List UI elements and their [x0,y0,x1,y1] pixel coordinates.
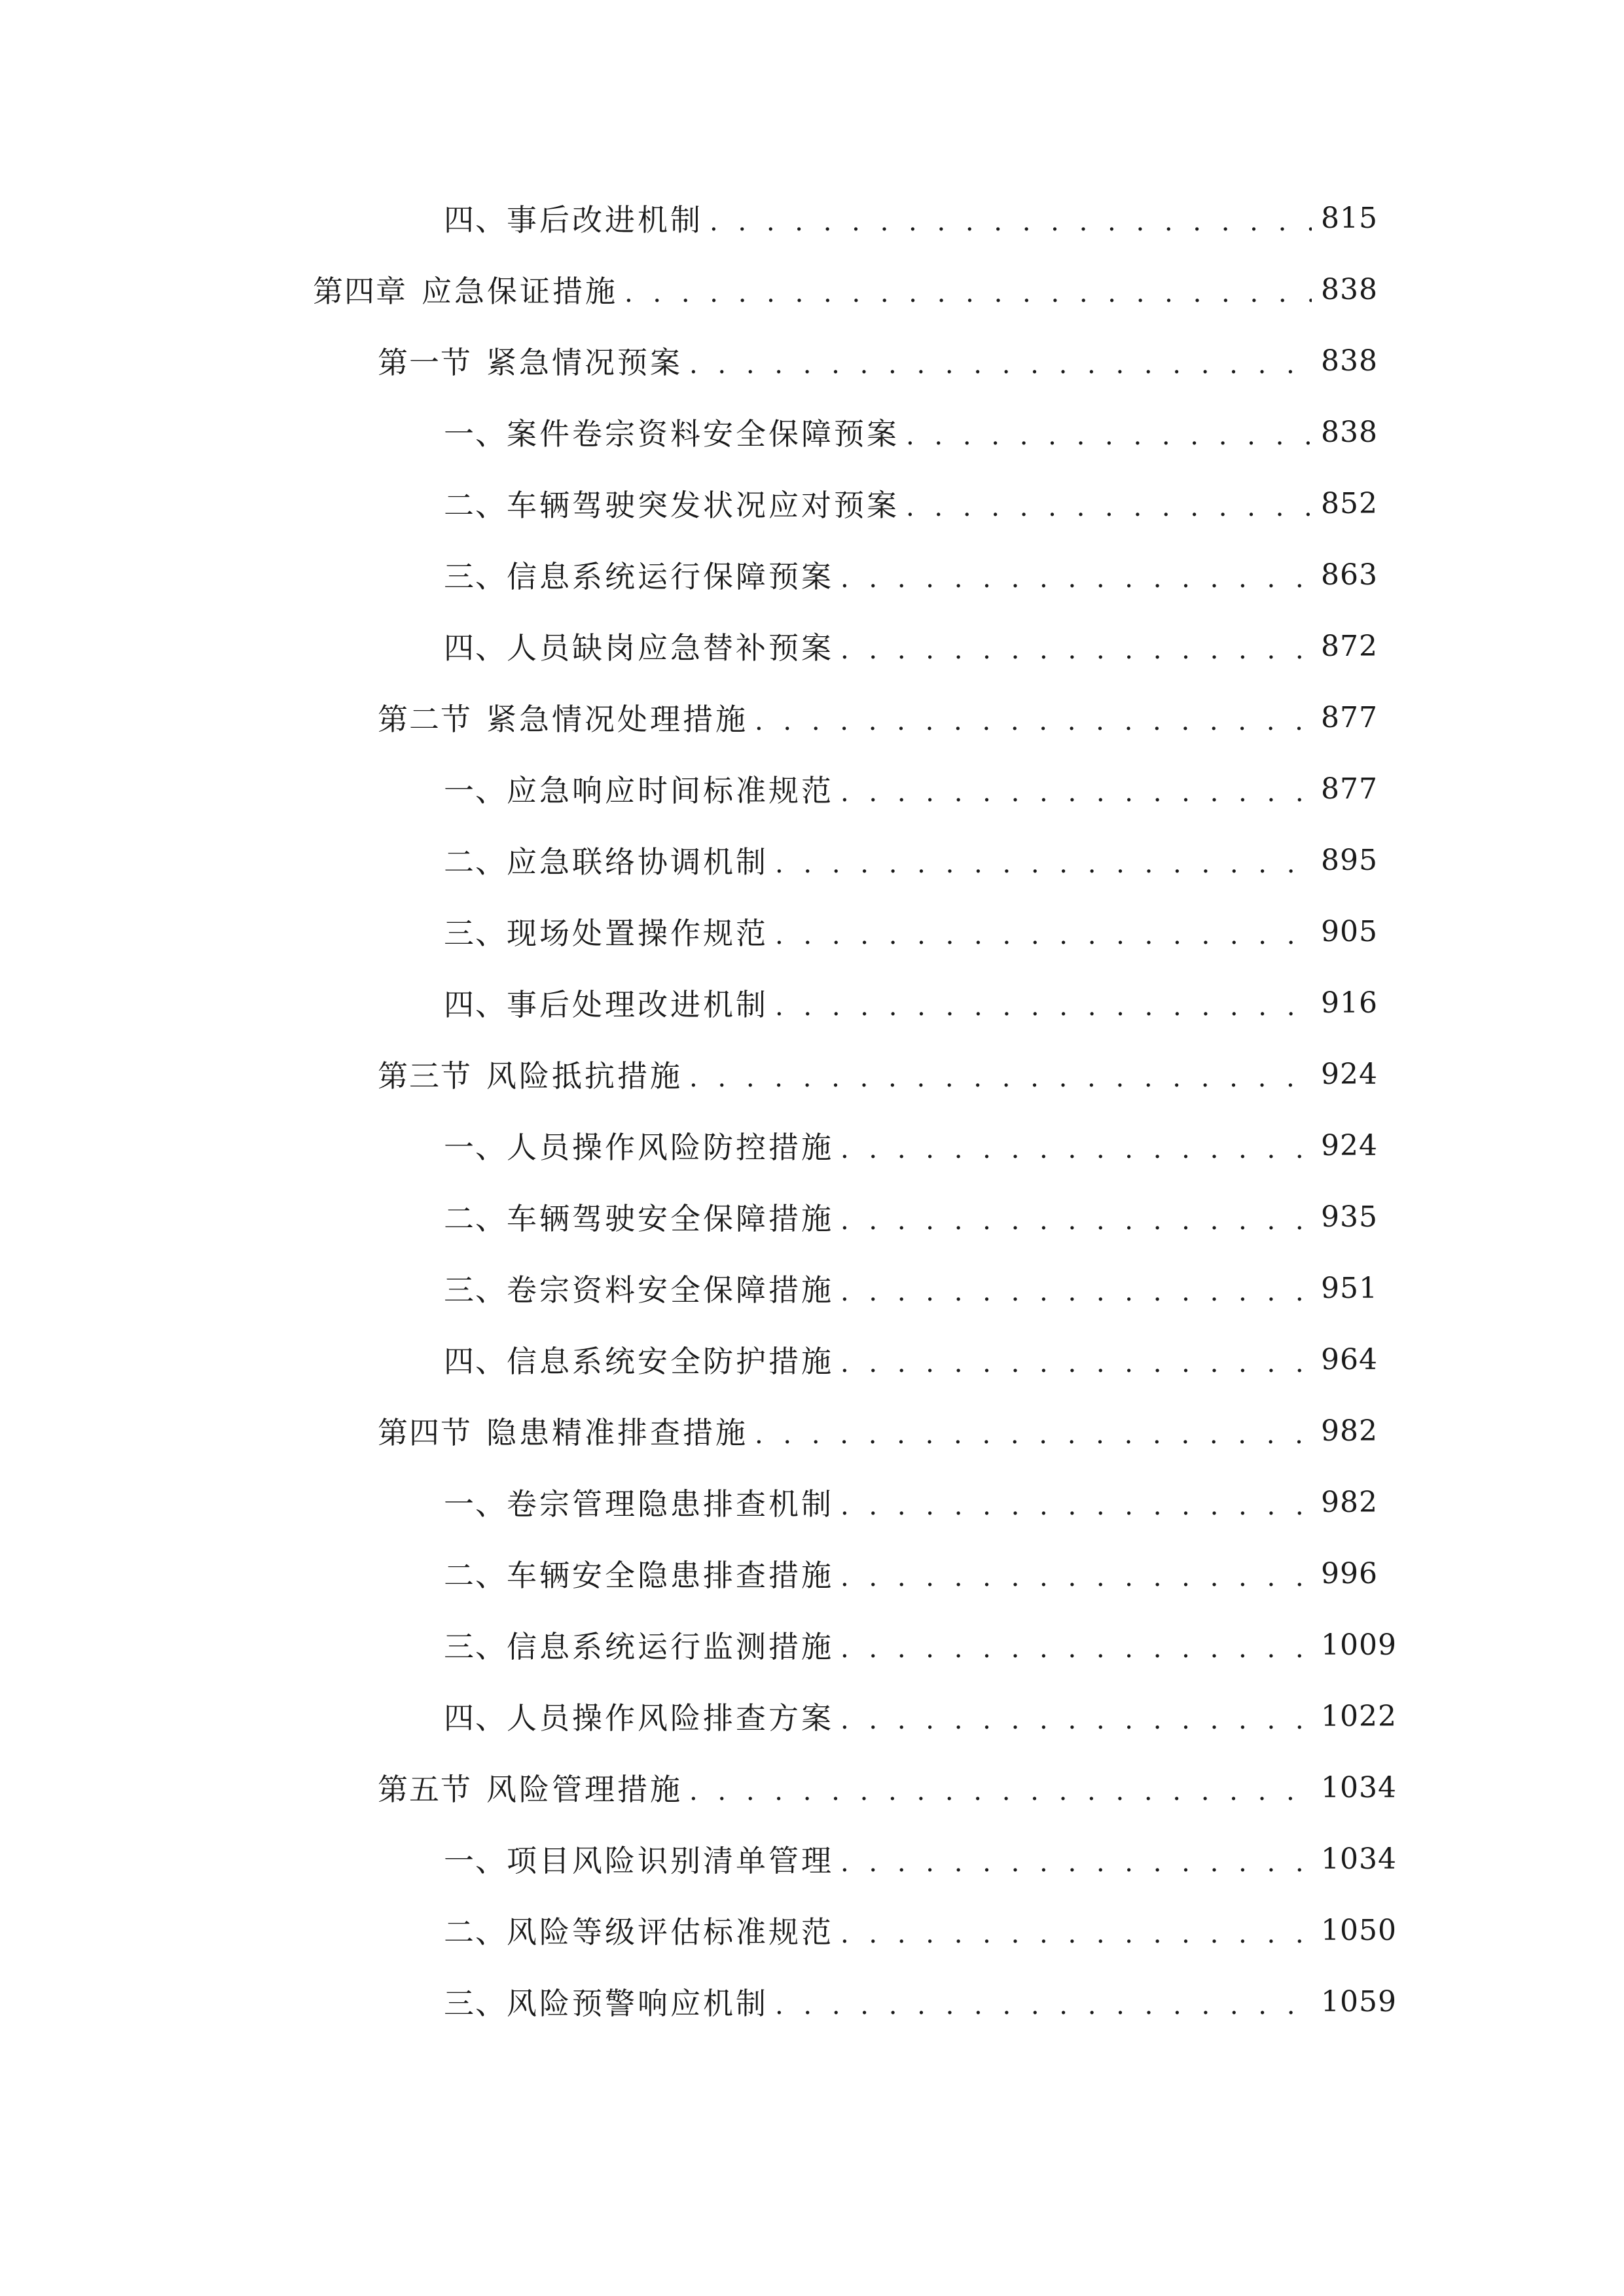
entry-title: 事后改进机制 [507,202,703,238]
entry-title: 卷宗管理隐患排查机制 [507,1486,834,1522]
entry-title: 风险管理措施 [486,1772,683,1807]
entry-number: 一、 [444,1843,507,1878]
entry-title: 紧急情况处理措施 [486,702,748,737]
entry-title: 信息系统运行监测措施 [507,1629,834,1664]
entry-number: 三、 [444,1272,507,1308]
entry-number: 二、 [444,488,507,523]
entry-page-number: 877 [1321,700,1378,734]
toc-entry[interactable] [444,905,1378,958]
entry-title: 应急响应时间标准规范 [507,773,834,808]
dot-leader [840,1277,1312,1307]
entry-page-number: 838 [1321,415,1378,449]
entry-page-number: 852 [1321,486,1378,520]
toc-entry[interactable] [444,548,1378,601]
entry-page-number: 1022 [1321,1699,1397,1733]
entry-number: 四、 [444,1344,507,1379]
entry-page-number: 924 [1321,1128,1378,1162]
entry-number: 第四节 [378,1415,472,1450]
entry-page-number: 905 [1321,914,1378,948]
entry-title: 应急保证措施 [422,274,618,309]
dot-leader [624,278,1312,308]
dot-leader [840,1562,1312,1592]
entry-title: 车辆安全隐患排查措施 [507,1558,834,1593]
entry-number: 一、 [444,773,507,808]
entry-number: 第四章 [313,274,407,309]
entry-title: 风险预警响应机制 [507,1986,768,2021]
entry-number: 三、 [444,916,507,951]
toc-entry[interactable] [444,1690,1397,1742]
entry-number: 第五节 [378,1772,472,1807]
entry-title: 项目风险识别清单管理 [507,1843,834,1878]
toc-entry[interactable] [444,1619,1397,1671]
entry-number: 三、 [444,1629,507,1664]
entry-number: 四、 [444,987,507,1022]
dot-leader [840,1634,1312,1664]
dot-leader [906,421,1312,451]
entry-page-number: 1059 [1321,1984,1397,2018]
entry-number: 一、 [444,416,507,452]
toc-entry[interactable] [378,1405,1378,1457]
entry-number: 第二节 [378,702,472,737]
toc-entry[interactable] [378,334,1378,387]
dot-leader [840,1134,1312,1164]
dot-leader [840,1705,1312,1735]
toc-entry[interactable] [444,1833,1397,1885]
toc-entry[interactable] [444,1333,1378,1386]
dot-leader [906,492,1312,522]
entry-page-number: 838 [1321,272,1378,306]
dot-leader [840,564,1312,594]
toc-entry[interactable] [444,192,1378,244]
entry-title: 人员操作风险防控措施 [507,1130,834,1165]
entry-page-number: 1034 [1321,1770,1397,1804]
dot-leader [775,920,1312,950]
dot-leader [710,207,1312,237]
entry-title: 案件卷宗资料安全保障预案 [507,416,899,452]
entry-number: 二、 [444,1201,507,1236]
dot-leader [840,1491,1312,1521]
entry-page-number: 982 [1321,1485,1378,1519]
entry-number: 四、 [444,630,507,666]
dot-leader [689,350,1312,380]
entry-number: 三、 [444,1986,507,2021]
entry-page-number: 935 [1321,1200,1378,1234]
entry-number: 一、 [444,1486,507,1522]
toc-entry[interactable] [444,1904,1397,1956]
entry-page-number: 916 [1321,986,1378,1020]
toc-entry[interactable] [444,1262,1378,1314]
dot-leader [755,1420,1312,1450]
entry-page-number: 1034 [1321,1842,1397,1876]
toc-entry[interactable] [444,477,1378,529]
entry-page-number: 982 [1321,1414,1378,1448]
entry-page-number: 996 [1321,1556,1378,1590]
entry-page-number: 1009 [1321,1628,1397,1662]
entry-number: 二、 [444,1558,507,1593]
dot-leader [689,1776,1312,1806]
entry-number: 第三节 [378,1058,472,1094]
toc-entry[interactable] [444,1547,1378,1600]
dot-leader [840,635,1312,665]
entry-number: 四、 [444,202,507,238]
toc-entry[interactable] [444,1119,1378,1172]
entry-page-number: 924 [1321,1057,1378,1091]
entry-page-number: 815 [1321,201,1378,235]
entry-title: 信息系统运行保障预案 [507,559,834,594]
entry-title: 风险抵抗措施 [486,1058,683,1094]
entry-title: 现场处置操作规范 [507,916,768,951]
toc-entry[interactable] [444,620,1378,672]
dot-leader [840,1348,1312,1378]
entry-page-number: 838 [1321,344,1378,378]
toc-entry[interactable] [444,1975,1397,2028]
entry-title: 应急联络协调机制 [507,844,768,880]
entry-page-number: 895 [1321,843,1378,877]
entry-title: 隐患精准排查措施 [486,1415,748,1450]
toc-entry[interactable] [444,834,1378,886]
entry-title: 车辆驾驶突发状况应对预案 [507,488,899,523]
entry-page-number: 863 [1321,558,1378,592]
entry-title: 信息系统安全防护措施 [507,1344,834,1379]
entry-page-number: 964 [1321,1342,1378,1376]
toc-entry[interactable] [313,263,1378,315]
toc-entry[interactable] [378,1761,1397,1814]
toc-entry[interactable] [444,1191,1378,1243]
entry-title: 事后处理改进机制 [507,987,768,1022]
entry-page-number: 951 [1321,1271,1378,1305]
dot-leader [775,849,1312,879]
dot-leader [840,778,1312,808]
entry-page-number: 877 [1321,772,1378,806]
entry-number: 二、 [444,1914,507,1950]
dot-leader [755,706,1312,736]
dot-leader [775,992,1312,1022]
toc-entry[interactable] [444,406,1378,458]
entry-title: 人员操作风险排查方案 [507,1700,834,1736]
entry-number: 一、 [444,1130,507,1165]
dot-leader [689,1063,1312,1093]
entry-title: 卷宗资料安全保障措施 [507,1272,834,1308]
entry-page-number: 872 [1321,629,1378,663]
toc-entry[interactable] [378,691,1378,744]
entry-page-number: 1050 [1321,1913,1397,1947]
toc-entry[interactable] [444,1476,1378,1528]
entry-number: 三、 [444,559,507,594]
entry-title: 紧急情况预案 [486,345,683,380]
entry-title: 车辆驾驶安全保障措施 [507,1201,834,1236]
entry-title: 人员缺岗应急替补预案 [507,630,834,666]
toc-entry[interactable] [378,1048,1378,1100]
entry-number: 二、 [444,844,507,880]
toc-entry[interactable] [444,762,1378,815]
dot-leader [840,1848,1312,1878]
dot-leader [775,1990,1312,2020]
dot-leader [840,1206,1312,1236]
toc-entry[interactable] [444,977,1378,1029]
entry-number: 四、 [444,1700,507,1736]
entry-title: 风险等级评估标准规范 [507,1914,834,1950]
entry-number: 第一节 [378,345,472,380]
dot-leader [840,1919,1312,1949]
